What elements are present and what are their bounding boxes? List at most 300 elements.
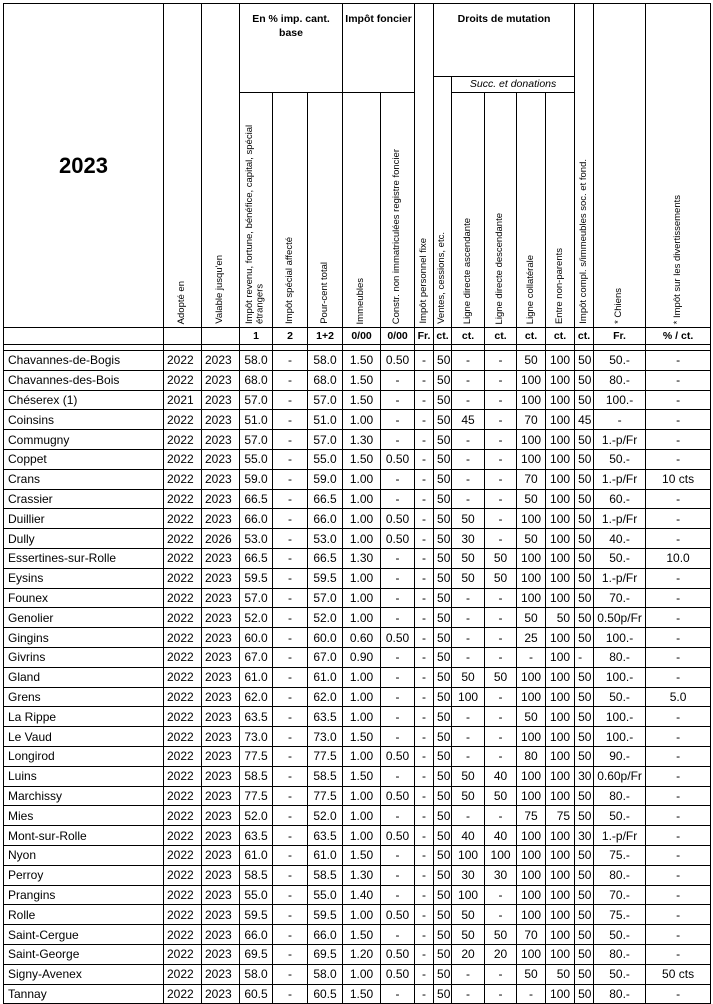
cell-commune: Grens [4, 687, 164, 707]
cell-personnel: - [415, 806, 434, 826]
cell-revenu: 77.5 [240, 786, 273, 806]
cell-commune: Tannay [4, 984, 164, 1004]
cell-ventes: 50 [434, 370, 452, 390]
cell-valable: 2023 [202, 370, 240, 390]
cell-chiens: 100.- [594, 727, 646, 747]
cell-collaterale: 100 [517, 885, 546, 905]
tax-rates-table [3, 3, 711, 1004]
header-revenu: Impôt revenu, fortune, bénéfice, capital, spécial étrangers [240, 93, 273, 328]
cell-descendante: - [485, 885, 517, 905]
cell-compl: 50 [575, 984, 594, 1004]
cell-valable: 2023 [202, 925, 240, 945]
cell-chiens: 80.- [594, 865, 646, 885]
cell-collaterale: 50 [517, 608, 546, 628]
cell-ventes: 50 [434, 786, 452, 806]
cell-special: - [273, 845, 308, 865]
cell-compl: 50 [575, 964, 594, 984]
header-constr: Constr. non immatriculées registre foncier [381, 93, 415, 328]
cell-personnel: - [415, 687, 434, 707]
table-row [4, 489, 711, 509]
cell-compl: 50 [575, 905, 594, 925]
cell-chiens: 90.- [594, 746, 646, 766]
cell-valable: 2023 [202, 628, 240, 648]
cell-special: - [273, 925, 308, 945]
cell-chiens: 100.- [594, 707, 646, 727]
cell-constr: - [381, 370, 415, 390]
header-personnel: Impôt personnel fixe [415, 4, 434, 328]
cell-nonparents: 100 [546, 845, 575, 865]
cell-special: - [273, 944, 308, 964]
cell-pourcent: 66.5 [308, 548, 343, 568]
cell-collaterale: 50 [517, 351, 546, 371]
cell-pourcent: 77.5 [308, 746, 343, 766]
table-row [4, 786, 711, 806]
cell-divertissements: - [646, 351, 711, 371]
cell-commune: Commugny [4, 430, 164, 450]
table-row [4, 885, 711, 905]
cell-personnel: - [415, 449, 434, 469]
cell-divertissements: - [646, 449, 711, 469]
cell-personnel: - [415, 766, 434, 786]
header-divertissements: * Impôt sur les divertissements [646, 4, 711, 328]
cell-compl: 50 [575, 608, 594, 628]
cell-valable: 2023 [202, 351, 240, 371]
cell-ventes: 50 [434, 826, 452, 846]
cell-chiens: 100.- [594, 628, 646, 648]
cell-compl: 50 [575, 727, 594, 747]
cell-constr: - [381, 707, 415, 727]
cell-special: - [273, 707, 308, 727]
unit-blank [164, 328, 202, 345]
cell-chiens: 50.- [594, 548, 646, 568]
cell-immeubles: 1.30 [343, 430, 381, 450]
group-droits-mutation: Droits de mutation [434, 4, 575, 77]
cell-revenu: 53.0 [240, 529, 273, 549]
table-row [4, 529, 711, 549]
cell-ventes: 50 [434, 746, 452, 766]
cell-chiens: 40.- [594, 529, 646, 549]
cell-pourcent: 69.5 [308, 944, 343, 964]
cell-special: - [273, 647, 308, 667]
cell-commune: Mont-sur-Rolle [4, 826, 164, 846]
cell-valable: 2023 [202, 469, 240, 489]
cell-divertissements: - [646, 865, 711, 885]
cell-revenu: 59.5 [240, 905, 273, 925]
cell-adopte: 2022 [164, 667, 202, 687]
cell-descendante: - [485, 430, 517, 450]
cell-constr: 0.50 [381, 628, 415, 648]
cell-pourcent: 52.0 [308, 608, 343, 628]
cell-pourcent: 63.5 [308, 826, 343, 846]
cell-divertissements: - [646, 826, 711, 846]
header-descendante: Ligne directe descendante [485, 93, 517, 328]
cell-revenu: 59.5 [240, 568, 273, 588]
cell-immeubles: 1.50 [343, 984, 381, 1004]
header-pourcent: Pour-cent total [308, 93, 343, 328]
cell-pourcent: 62.0 [308, 687, 343, 707]
cell-valable: 2023 [202, 588, 240, 608]
table-row [4, 925, 711, 945]
cell-special: - [273, 430, 308, 450]
cell-collaterale: 100 [517, 548, 546, 568]
cell-nonparents: 100 [546, 687, 575, 707]
cell-valable: 2023 [202, 489, 240, 509]
cell-chiens: 50.- [594, 449, 646, 469]
cell-ventes: 50 [434, 865, 452, 885]
cell-revenu: 73.0 [240, 727, 273, 747]
cell-special: - [273, 806, 308, 826]
cell-ventes: 50 [434, 588, 452, 608]
cell-descendante: 50 [485, 786, 517, 806]
cell-compl: 50 [575, 529, 594, 549]
cell-immeubles: 1.50 [343, 370, 381, 390]
cell-descendante: - [485, 509, 517, 529]
cell-personnel: - [415, 430, 434, 450]
cell-nonparents: 100 [546, 489, 575, 509]
cell-special: - [273, 370, 308, 390]
cell-ascendante: 45 [452, 410, 485, 430]
cell-commune: Eysins [4, 568, 164, 588]
table-row [4, 746, 711, 766]
cell-ascendante: 50 [452, 905, 485, 925]
cell-commune: Nyon [4, 845, 164, 865]
cell-immeubles: 1.00 [343, 687, 381, 707]
cell-ascendante: 100 [452, 845, 485, 865]
cell-descendante: 100 [485, 845, 517, 865]
cell-compl: 50 [575, 390, 594, 410]
cell-ascendante: - [452, 469, 485, 489]
cell-personnel: - [415, 826, 434, 846]
cell-constr: - [381, 430, 415, 450]
cell-collaterale: 50 [517, 489, 546, 509]
cell-pourcent: 60.5 [308, 984, 343, 1004]
cell-ascendante: - [452, 608, 485, 628]
cell-descendante: - [485, 588, 517, 608]
cell-chiens: 50.- [594, 351, 646, 371]
cell-compl: 50 [575, 548, 594, 568]
cell-revenu: 55.0 [240, 449, 273, 469]
cell-commune: Duillier [4, 509, 164, 529]
cell-ventes: 50 [434, 766, 452, 786]
cell-descendante: - [485, 707, 517, 727]
cell-ventes: 50 [434, 707, 452, 727]
cell-constr: - [381, 667, 415, 687]
cell-constr: 0.50 [381, 964, 415, 984]
cell-descendante: 50 [485, 667, 517, 687]
cell-personnel: - [415, 944, 434, 964]
unit-blank [4, 328, 164, 345]
cell-ventes: 50 [434, 667, 452, 687]
cell-ascendante: - [452, 588, 485, 608]
cell-chiens: 75.- [594, 905, 646, 925]
cell-collaterale: 70 [517, 469, 546, 489]
table-row [4, 647, 711, 667]
cell-ascendante: 20 [452, 944, 485, 964]
cell-chiens: 50.- [594, 964, 646, 984]
cell-pourcent: 58.0 [308, 351, 343, 371]
cell-constr: - [381, 548, 415, 568]
table-row [4, 806, 711, 826]
cell-divertissements: - [646, 647, 711, 667]
cell-adopte: 2022 [164, 727, 202, 747]
cell-ascendante: - [452, 647, 485, 667]
cell-ventes: 50 [434, 568, 452, 588]
cell-descendante: - [485, 529, 517, 549]
cell-descendante: - [485, 984, 517, 1004]
unit-pourcent: 1+2 [308, 328, 343, 345]
cell-immeubles: 1.00 [343, 746, 381, 766]
cell-chiens: - [594, 410, 646, 430]
cell-divertissements: 10 cts [646, 469, 711, 489]
cell-compl: - [575, 647, 594, 667]
cell-chiens: 60.- [594, 489, 646, 509]
cell-revenu: 52.0 [240, 806, 273, 826]
cell-ascendante: - [452, 964, 485, 984]
cell-valable: 2023 [202, 727, 240, 747]
cell-commune: Prangins [4, 885, 164, 905]
cell-ascendante: - [452, 628, 485, 648]
cell-chiens: 1.-p/Fr [594, 430, 646, 450]
cell-constr: - [381, 588, 415, 608]
cell-valable: 2023 [202, 449, 240, 469]
cell-commune: Genolier [4, 608, 164, 628]
cell-ascendante: - [452, 727, 485, 747]
cell-valable: 2023 [202, 964, 240, 984]
cell-compl: 50 [575, 707, 594, 727]
cell-ventes: 50 [434, 806, 452, 826]
cell-adopte: 2022 [164, 766, 202, 786]
cell-compl: 50 [575, 806, 594, 826]
table-row [4, 568, 711, 588]
cell-divertissements: - [646, 885, 711, 905]
cell-revenu: 62.0 [240, 687, 273, 707]
cell-collaterale: 70 [517, 925, 546, 945]
cell-commune: Crans [4, 469, 164, 489]
cell-commune: Founex [4, 588, 164, 608]
cell-descendante: 50 [485, 925, 517, 945]
cell-nonparents: 100 [546, 865, 575, 885]
cell-chiens: 80.- [594, 944, 646, 964]
cell-collaterale: 100 [517, 727, 546, 747]
cell-ventes: 50 [434, 608, 452, 628]
cell-constr: 0.50 [381, 944, 415, 964]
cell-special: - [273, 885, 308, 905]
cell-ascendante: - [452, 351, 485, 371]
cell-chiens: 100.- [594, 390, 646, 410]
cell-chiens: 80.- [594, 984, 646, 1004]
table-row [4, 430, 711, 450]
cell-ascendante: 40 [452, 826, 485, 846]
cell-personnel: - [415, 786, 434, 806]
cell-nonparents: 50 [546, 964, 575, 984]
cell-commune: Crassier [4, 489, 164, 509]
cell-personnel: - [415, 608, 434, 628]
cell-valable: 2023 [202, 865, 240, 885]
cell-special: - [273, 351, 308, 371]
cell-pourcent: 63.5 [308, 707, 343, 727]
cell-divertissements: - [646, 806, 711, 826]
cell-descendante: - [485, 469, 517, 489]
cell-adopte: 2022 [164, 469, 202, 489]
cell-revenu: 57.0 [240, 430, 273, 450]
cell-commune: Luins [4, 766, 164, 786]
header-immeubles: Immeubles [343, 93, 381, 328]
cell-pourcent: 58.5 [308, 766, 343, 786]
cell-adopte: 2022 [164, 925, 202, 945]
cell-revenu: 69.5 [240, 944, 273, 964]
table-row [4, 727, 711, 747]
cell-ascendante: - [452, 449, 485, 469]
cell-commune: Perroy [4, 865, 164, 885]
cell-immeubles: 1.50 [343, 766, 381, 786]
cell-adopte: 2022 [164, 370, 202, 390]
cell-commune: Rolle [4, 905, 164, 925]
cell-pourcent: 61.0 [308, 667, 343, 687]
cell-adopte: 2022 [164, 430, 202, 450]
table-row [4, 390, 711, 410]
cell-special: - [273, 865, 308, 885]
cell-ventes: 50 [434, 351, 452, 371]
cell-special: - [273, 608, 308, 628]
cell-special: - [273, 667, 308, 687]
cell-descendante: - [485, 806, 517, 826]
cell-divertissements: - [646, 370, 711, 390]
cell-collaterale: 100 [517, 865, 546, 885]
cell-descendante: - [485, 687, 517, 707]
cell-nonparents: 100 [546, 707, 575, 727]
table-row [4, 608, 711, 628]
cell-nonparents: 100 [546, 746, 575, 766]
cell-adopte: 2022 [164, 449, 202, 469]
cell-constr: - [381, 568, 415, 588]
cell-adopte: 2022 [164, 509, 202, 529]
cell-descendante: - [485, 489, 517, 509]
cell-revenu: 66.0 [240, 509, 273, 529]
cell-commune: Chavannes-de-Bogis [4, 351, 164, 371]
cell-special: - [273, 410, 308, 430]
cell-divertissements: - [646, 925, 711, 945]
cell-special: - [273, 687, 308, 707]
cell-ventes: 50 [434, 628, 452, 648]
table-row [4, 687, 711, 707]
cell-valable: 2023 [202, 885, 240, 905]
cell-compl: 50 [575, 628, 594, 648]
cell-collaterale: 100 [517, 905, 546, 925]
cell-collaterale: 100 [517, 568, 546, 588]
cell-valable: 2023 [202, 390, 240, 410]
cell-adopte: 2021 [164, 390, 202, 410]
cell-divertissements: - [646, 509, 711, 529]
cell-adopte: 2022 [164, 885, 202, 905]
cell-chiens: 75.- [594, 845, 646, 865]
cell-adopte: 2022 [164, 786, 202, 806]
cell-collaterale: - [517, 647, 546, 667]
group-pct-base: En % imp. cant. base [240, 4, 343, 93]
cell-divertissements: - [646, 845, 711, 865]
cell-chiens: 80.- [594, 370, 646, 390]
cell-personnel: - [415, 548, 434, 568]
cell-revenu: 60.5 [240, 984, 273, 1004]
cell-revenu: 63.5 [240, 826, 273, 846]
cell-personnel: - [415, 628, 434, 648]
cell-revenu: 59.0 [240, 469, 273, 489]
unit-constr: 0/00 [381, 328, 415, 345]
cell-nonparents: 75 [546, 806, 575, 826]
year-title: 2023 [4, 4, 164, 328]
table-row [4, 826, 711, 846]
cell-constr: 0.50 [381, 826, 415, 846]
cell-valable: 2023 [202, 826, 240, 846]
cell-nonparents: 100 [546, 430, 575, 450]
cell-adopte: 2022 [164, 865, 202, 885]
unit-special: 2 [273, 328, 308, 345]
cell-revenu: 68.0 [240, 370, 273, 390]
cell-pourcent: 59.5 [308, 568, 343, 588]
cell-adopte: 2022 [164, 806, 202, 826]
cell-compl: 45 [575, 410, 594, 430]
cell-ventes: 50 [434, 727, 452, 747]
cell-nonparents: 100 [546, 826, 575, 846]
cell-personnel: - [415, 588, 434, 608]
cell-compl: 50 [575, 351, 594, 371]
cell-collaterale: 25 [517, 628, 546, 648]
cell-chiens: 50.- [594, 925, 646, 945]
cell-pourcent: 66.5 [308, 489, 343, 509]
cell-constr: 0.50 [381, 786, 415, 806]
cell-valable: 2023 [202, 410, 240, 430]
cell-nonparents: 50 [546, 608, 575, 628]
cell-nonparents: 100 [546, 786, 575, 806]
cell-chiens: 70.- [594, 885, 646, 905]
cell-descendante: - [485, 608, 517, 628]
cell-pourcent: 55.0 [308, 885, 343, 905]
cell-chiens: 50.- [594, 687, 646, 707]
cell-special: - [273, 548, 308, 568]
cell-revenu: 66.5 [240, 548, 273, 568]
cell-commune: Gingins [4, 628, 164, 648]
table-row [4, 905, 711, 925]
cell-revenu: 60.0 [240, 628, 273, 648]
cell-descendante: 40 [485, 766, 517, 786]
cell-pourcent: 77.5 [308, 786, 343, 806]
cell-collaterale: 100 [517, 509, 546, 529]
cell-constr: - [381, 845, 415, 865]
cell-ascendante: 100 [452, 885, 485, 905]
table-row [4, 370, 711, 390]
cell-compl: 50 [575, 687, 594, 707]
cell-pourcent: 55.0 [308, 449, 343, 469]
cell-nonparents: 100 [546, 449, 575, 469]
cell-divertissements: 10.0 [646, 548, 711, 568]
table-row [4, 628, 711, 648]
cell-revenu: 58.5 [240, 865, 273, 885]
cell-revenu: 63.5 [240, 707, 273, 727]
cell-descendante: - [485, 628, 517, 648]
cell-divertissements: 50 cts [646, 964, 711, 984]
unit-divertissements: % / ct. [646, 328, 711, 345]
cell-chiens: 0.60p/Fr [594, 766, 646, 786]
table-row [4, 944, 711, 964]
cell-divertissements: - [646, 746, 711, 766]
unit-compl: ct. [575, 328, 594, 345]
cell-ascendante: 50 [452, 509, 485, 529]
unit-personnel: Fr. [415, 328, 434, 345]
cell-nonparents: 100 [546, 529, 575, 549]
cell-personnel: - [415, 667, 434, 687]
cell-collaterale: 100 [517, 370, 546, 390]
cell-special: - [273, 786, 308, 806]
cell-immeubles: 0.90 [343, 647, 381, 667]
